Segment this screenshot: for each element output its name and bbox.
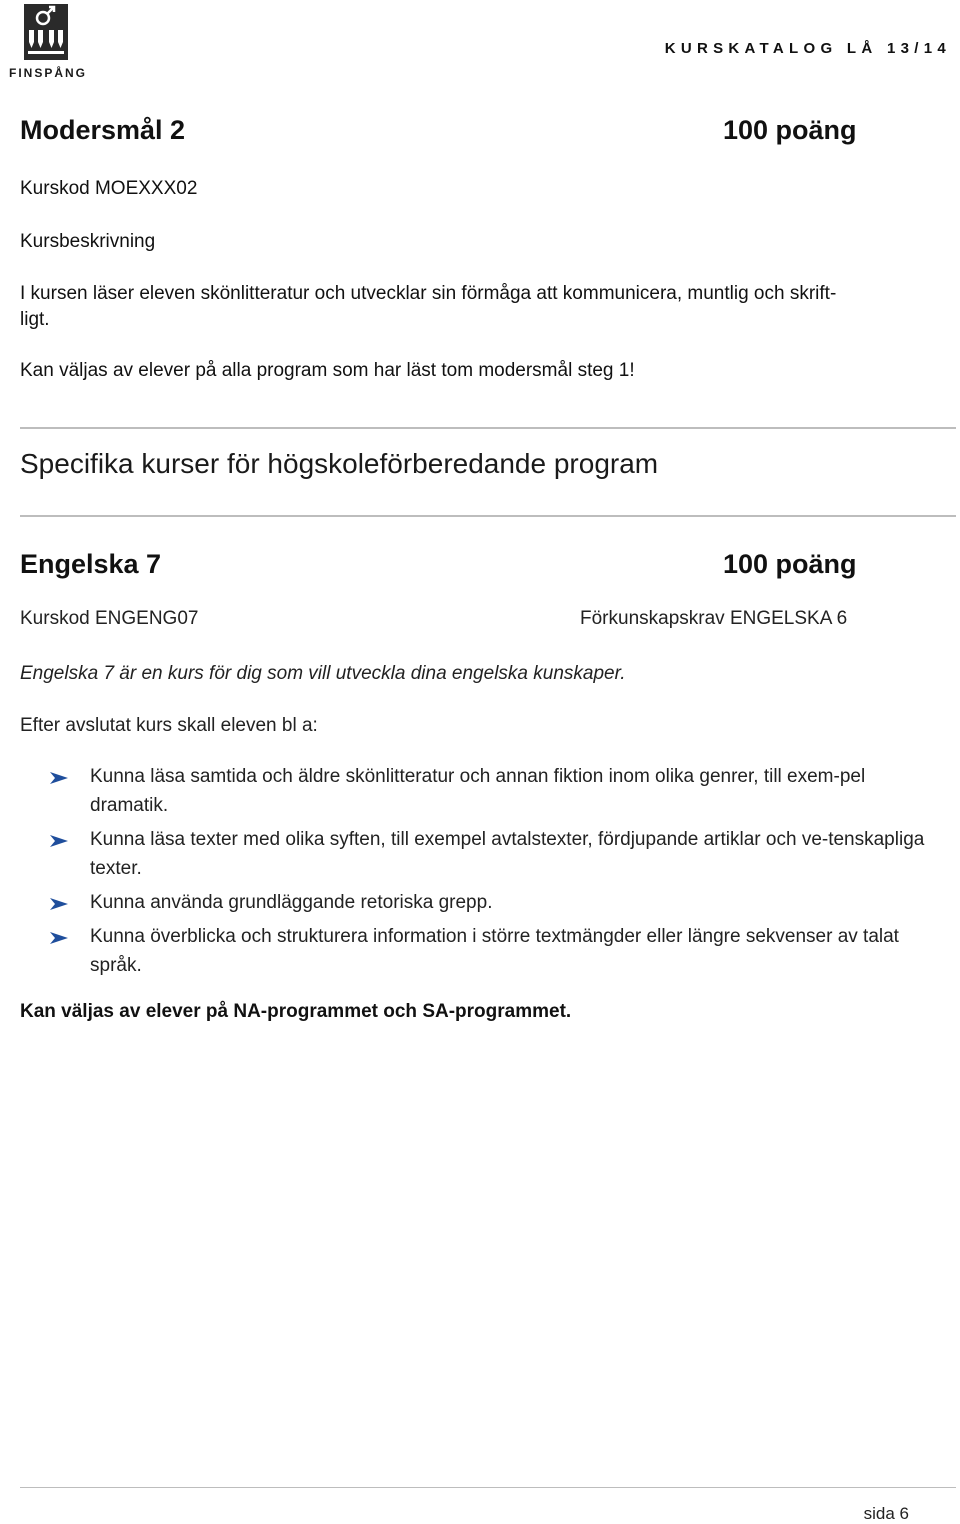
- course-points-modersmal: 100 poäng: [723, 115, 857, 145]
- outcome-text: Kunna läsa texter med olika syften, till exempel avtalstexter, fördjupande artiklar och ve-tenskapliga texter.: [90, 829, 925, 879]
- list-item: [50, 888, 940, 917]
- outcomes-list: [50, 762, 940, 985]
- description-line-1: I kursen läser eleven skönlitteratur och utvecklar sin förmåga att kommunicera, muntlig och skrift-: [20, 283, 837, 304]
- list-item: [50, 922, 940, 980]
- course-points-engelska: 100 poäng: [723, 549, 857, 579]
- description-heading-text: Kursbeskrivning: [20, 231, 156, 252]
- list-item: [50, 825, 940, 883]
- footer-divider: [20, 1487, 956, 1488]
- outcome-text: Kunna överblicka och strukturera information i större textmängder eller längre sekvenser av talat språk.: [90, 926, 899, 976]
- arrowhead-bullet-icon: [50, 898, 68, 910]
- municipal-crest-icon: [24, 4, 68, 60]
- course-intro-engelska: Engelska 7 är en kurs för dig som vill utveckla dina engelska kunskaper.: [20, 663, 626, 684]
- course-title-engelska: Engelska 7: [20, 549, 162, 579]
- course-description-modersmal: [20, 281, 950, 333]
- section-divider-bottom: [20, 515, 956, 517]
- page-number: sida 6: [863, 1504, 909, 1523]
- arrowhead-bullet-icon: [50, 772, 68, 784]
- course-code-modersmal: Kurskod MOEXXX02: [20, 178, 198, 199]
- arrowhead-bullet-icon: [50, 835, 68, 847]
- outcomes-heading: Efter avslutat kurs skall eleven bl a:: [20, 715, 318, 736]
- outcome-text: Kunna läsa samtida och äldre skönlitteratur och annan fiktion inom olika genrer, till exem-pel dramatik.: [90, 766, 866, 816]
- arrowhead-bullet-icon: [50, 932, 68, 944]
- eligibility-modersmal: Kan väljas av elever på alla program som har läst tom modersmål steg 1!: [20, 360, 635, 381]
- eligibility-engelska: Kan väljas av elever på NA-programmet och SA-programmet.: [20, 1001, 572, 1022]
- prerequisite-engelska: Förkunskapskrav ENGELSKA 6: [580, 608, 848, 629]
- finspang-logo: [4, 4, 88, 80]
- description-heading: [20, 229, 155, 255]
- outcome-text: Kunna använda grundläggande retoriska grepp.: [90, 892, 493, 913]
- section-heading: Specifika kurser för högskoleförberedande program: [20, 448, 659, 479]
- course-code-engelska: Kurskod ENGENG07: [20, 608, 199, 629]
- course-title-modersmal: Modersmål 2: [20, 115, 186, 145]
- logo-wordmark: FINSPÅNG: [8, 66, 87, 80]
- list-item: [50, 762, 940, 820]
- description-line-2: ligt.: [20, 309, 50, 330]
- section-divider-top: [20, 427, 956, 429]
- catalog-title: KURSKATALOG LÅ 13/14: [664, 40, 951, 57]
